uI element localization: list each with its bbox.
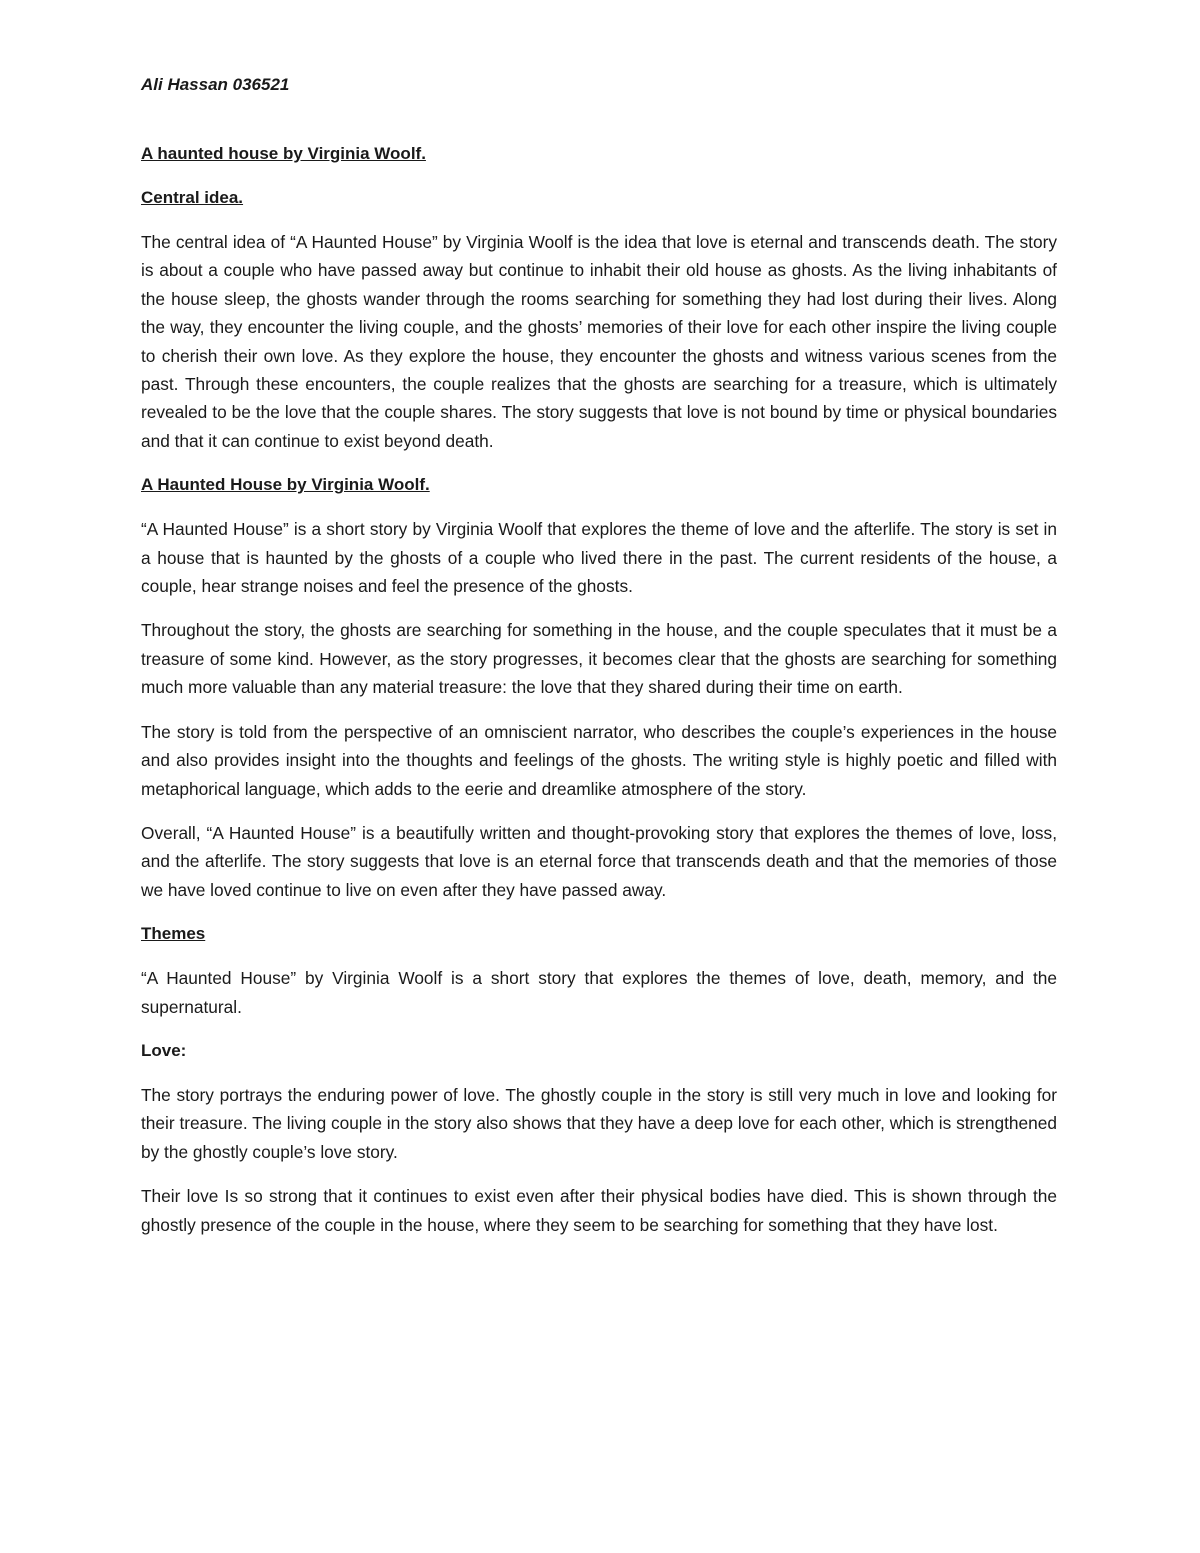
paragraph: The story portrays the enduring power of love. The ghostly couple in the story is still very much in love and looking for their treasure. The living couple in the story also shows that they have a deep love for each other, which is strengthened by the ghostly couple’s love story. bbox=[141, 1084, 1057, 1162]
paragraph: Their love Is so strong that it continues to exist even after their physical bodies have died. This is shown through the ghostly presence of the couple in the house, where they seem to be searching for something that they have lost. bbox=[141, 1186, 1057, 1235]
section-heading-central-idea: Central idea. bbox=[141, 188, 244, 207]
author-line: Ali Hassan 036521 bbox=[141, 75, 290, 94]
document-title: A haunted house by Virginia Woolf. bbox=[141, 144, 426, 163]
paragraph: The central idea of “A Haunted House” by Virginia Woolf is the idea that love is eternal and transcends death. The story is about a couple who have passed away but continue to inhabit their old house as ghosts. As the living inhabitants of the house sleep, the ghosts wander through the rooms searching for something they had lost during their lives. Along the way, they encounter the living couple, and the ghosts’ memories of their love for each other inspire the living couple to cherish their own love. As they explore the house, they encounter the ghosts and witness various scenes from the past. Through these encounters, the couple realizes that the ghosts are searching for a treasure, which is ultimately revealed to be the love that the couple shares. The story suggests that love is not bound by time or physical boundaries and that it can continue to exist beyond death. bbox=[141, 232, 1057, 451]
section-heading-themes: Themes bbox=[141, 924, 206, 944]
section-heading-story: A Haunted House by Virginia Woolf. bbox=[141, 475, 430, 495]
paragraph: Throughout the story, the ghosts are searching for something in the house, and the couple speculates that it must be a treasure of some kind. However, as the story progresses, it becomes clear that the ghosts are searching for something much more valuable than any material treasure: the love that they shared during their time on earth. bbox=[141, 620, 1057, 698]
paragraph: Overall, “A Haunted House” is a beautifully written and thought-provoking story that explores the themes of love, loss, and the afterlife. The story suggests that love is an eternal force that transcends death and that the memories of those we have loved continue to live on even after they have passed away. bbox=[141, 822, 1057, 900]
paragraph: “A Haunted House” by Virginia Woolf is a short story that explores the themes of love, death, memory, and the supernatural. bbox=[141, 968, 1057, 1017]
subsection-heading-love: Love: bbox=[141, 1040, 187, 1060]
document-page bbox=[141, 70, 1057, 1255]
paragraph: “A Haunted House” is a short story by Virginia Woolf that explores the theme of love and the afterlife. The story is set in a house that is haunted by the ghosts of a couple who lived there in the past. The current residents of the house, a couple, hear strange noises and feel the presence of the ghosts. bbox=[141, 519, 1057, 597]
paragraph: The story is told from the perspective of an omniscient narrator, who describes the couple’s experiences in the house and also provides insight into the thoughts and feelings of the ghosts. The writing style is highly poetic and filled with metaphorical language, which adds to the eerie and dreamlike atmosphere of the story. bbox=[141, 721, 1057, 799]
